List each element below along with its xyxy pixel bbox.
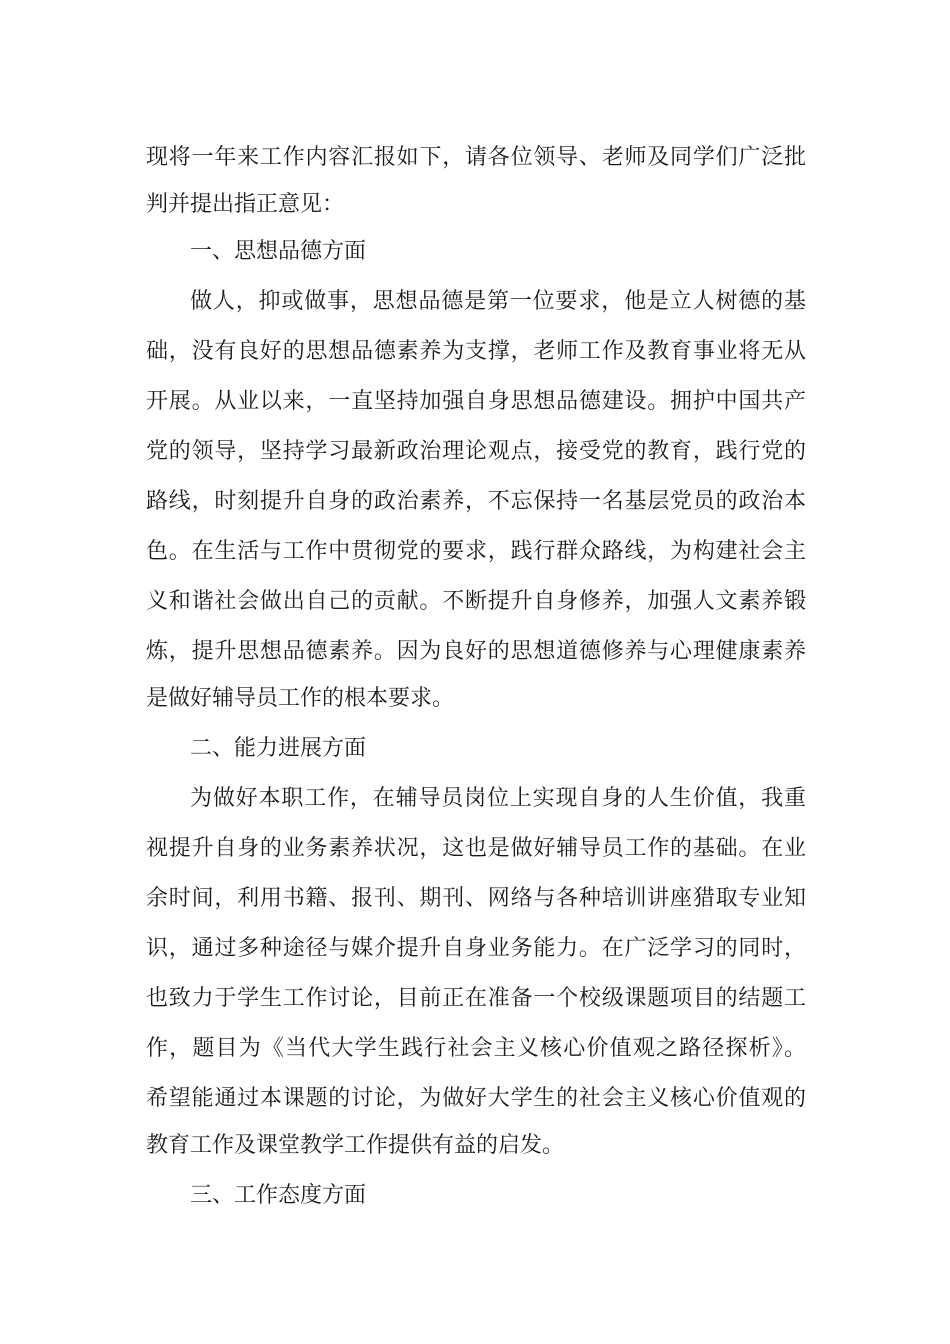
section-heading-1: 一、思想品德方面 xyxy=(190,239,367,264)
paragraph-1-line-5: 路线，时刻提升自身的政治素养，不忘保持一名基层党员的政治本 xyxy=(146,489,806,514)
paragraph-1-line-3: 开展。从业以来，一直坚持加强自身思想品德建设。拥护中国共产 xyxy=(146,389,806,414)
paragraph-1-line-7: 义和谐社会做出自己的贡献。不断提升自身修养，加强人文素养锻 xyxy=(146,589,806,614)
paragraph-2-line-2: 视提升自身的业务素养状况，这也是做好辅导员工作的基础。在业 xyxy=(146,836,806,861)
paragraph-2-line-1: 为做好本职工作，在辅导员岗位上实现自身的人生价值，我重 xyxy=(190,786,806,811)
paragraph-2-line-4: 识，通过多种途径与媒介提升自身业务能力。在广泛学习的同时， xyxy=(146,936,806,961)
paragraph-2-line-6: 作，题目为《当代大学生践行社会主义核心价值观之路径探析》。 xyxy=(146,1036,806,1061)
paragraph-1-line-1: 做人，抑或做事，思想品德是第一位要求，他是立人树德的基 xyxy=(190,289,806,314)
paragraph-2-line-5: 也致力于学生工作讨论，目前正在准备一个校级课题项目的结题工 xyxy=(146,986,806,1011)
paragraph-1-line-2: 础，没有良好的思想品德素养为支撑，老师工作及教育事业将无从 xyxy=(146,339,806,364)
paragraph-1-line-4: 党的领导，坚持学习最新政治理论观点，接受党的教育，践行党的 xyxy=(146,439,806,464)
paragraph-1-line-8: 炼，提升思想品德素养。因为良好的思想道德修养与心理健康素养 xyxy=(146,639,806,664)
section-heading-3: 三、工作态度方面 xyxy=(190,1183,367,1208)
paragraph-1-line-9: 是做好辅导员工作的根本要求。 xyxy=(146,686,455,711)
section-heading-2: 二、能力进展方面 xyxy=(190,736,367,761)
paragraph-intro-line-1: 现将一年来工作内容汇报如下，请各位领导、老师及同学们广泛批 xyxy=(146,145,806,170)
paragraph-2-line-3: 余时间，利用书籍、报刊、期刊、网络与各种培训讲座猎取专业知 xyxy=(146,886,806,911)
paragraph-2-line-8: 教育工作及课堂教学工作提供有益的启发。 xyxy=(146,1133,565,1158)
paragraph-2-line-7: 希望能通过本课题的讨论，为做好大学生的社会主义核心价值观的 xyxy=(146,1086,806,1111)
paragraph-intro-line-2: 判并提出指正意见： xyxy=(146,192,345,217)
paragraph-1-line-6: 色。在生活与工作中贯彻党的要求，践行群众路线，为构建社会主 xyxy=(146,539,806,564)
